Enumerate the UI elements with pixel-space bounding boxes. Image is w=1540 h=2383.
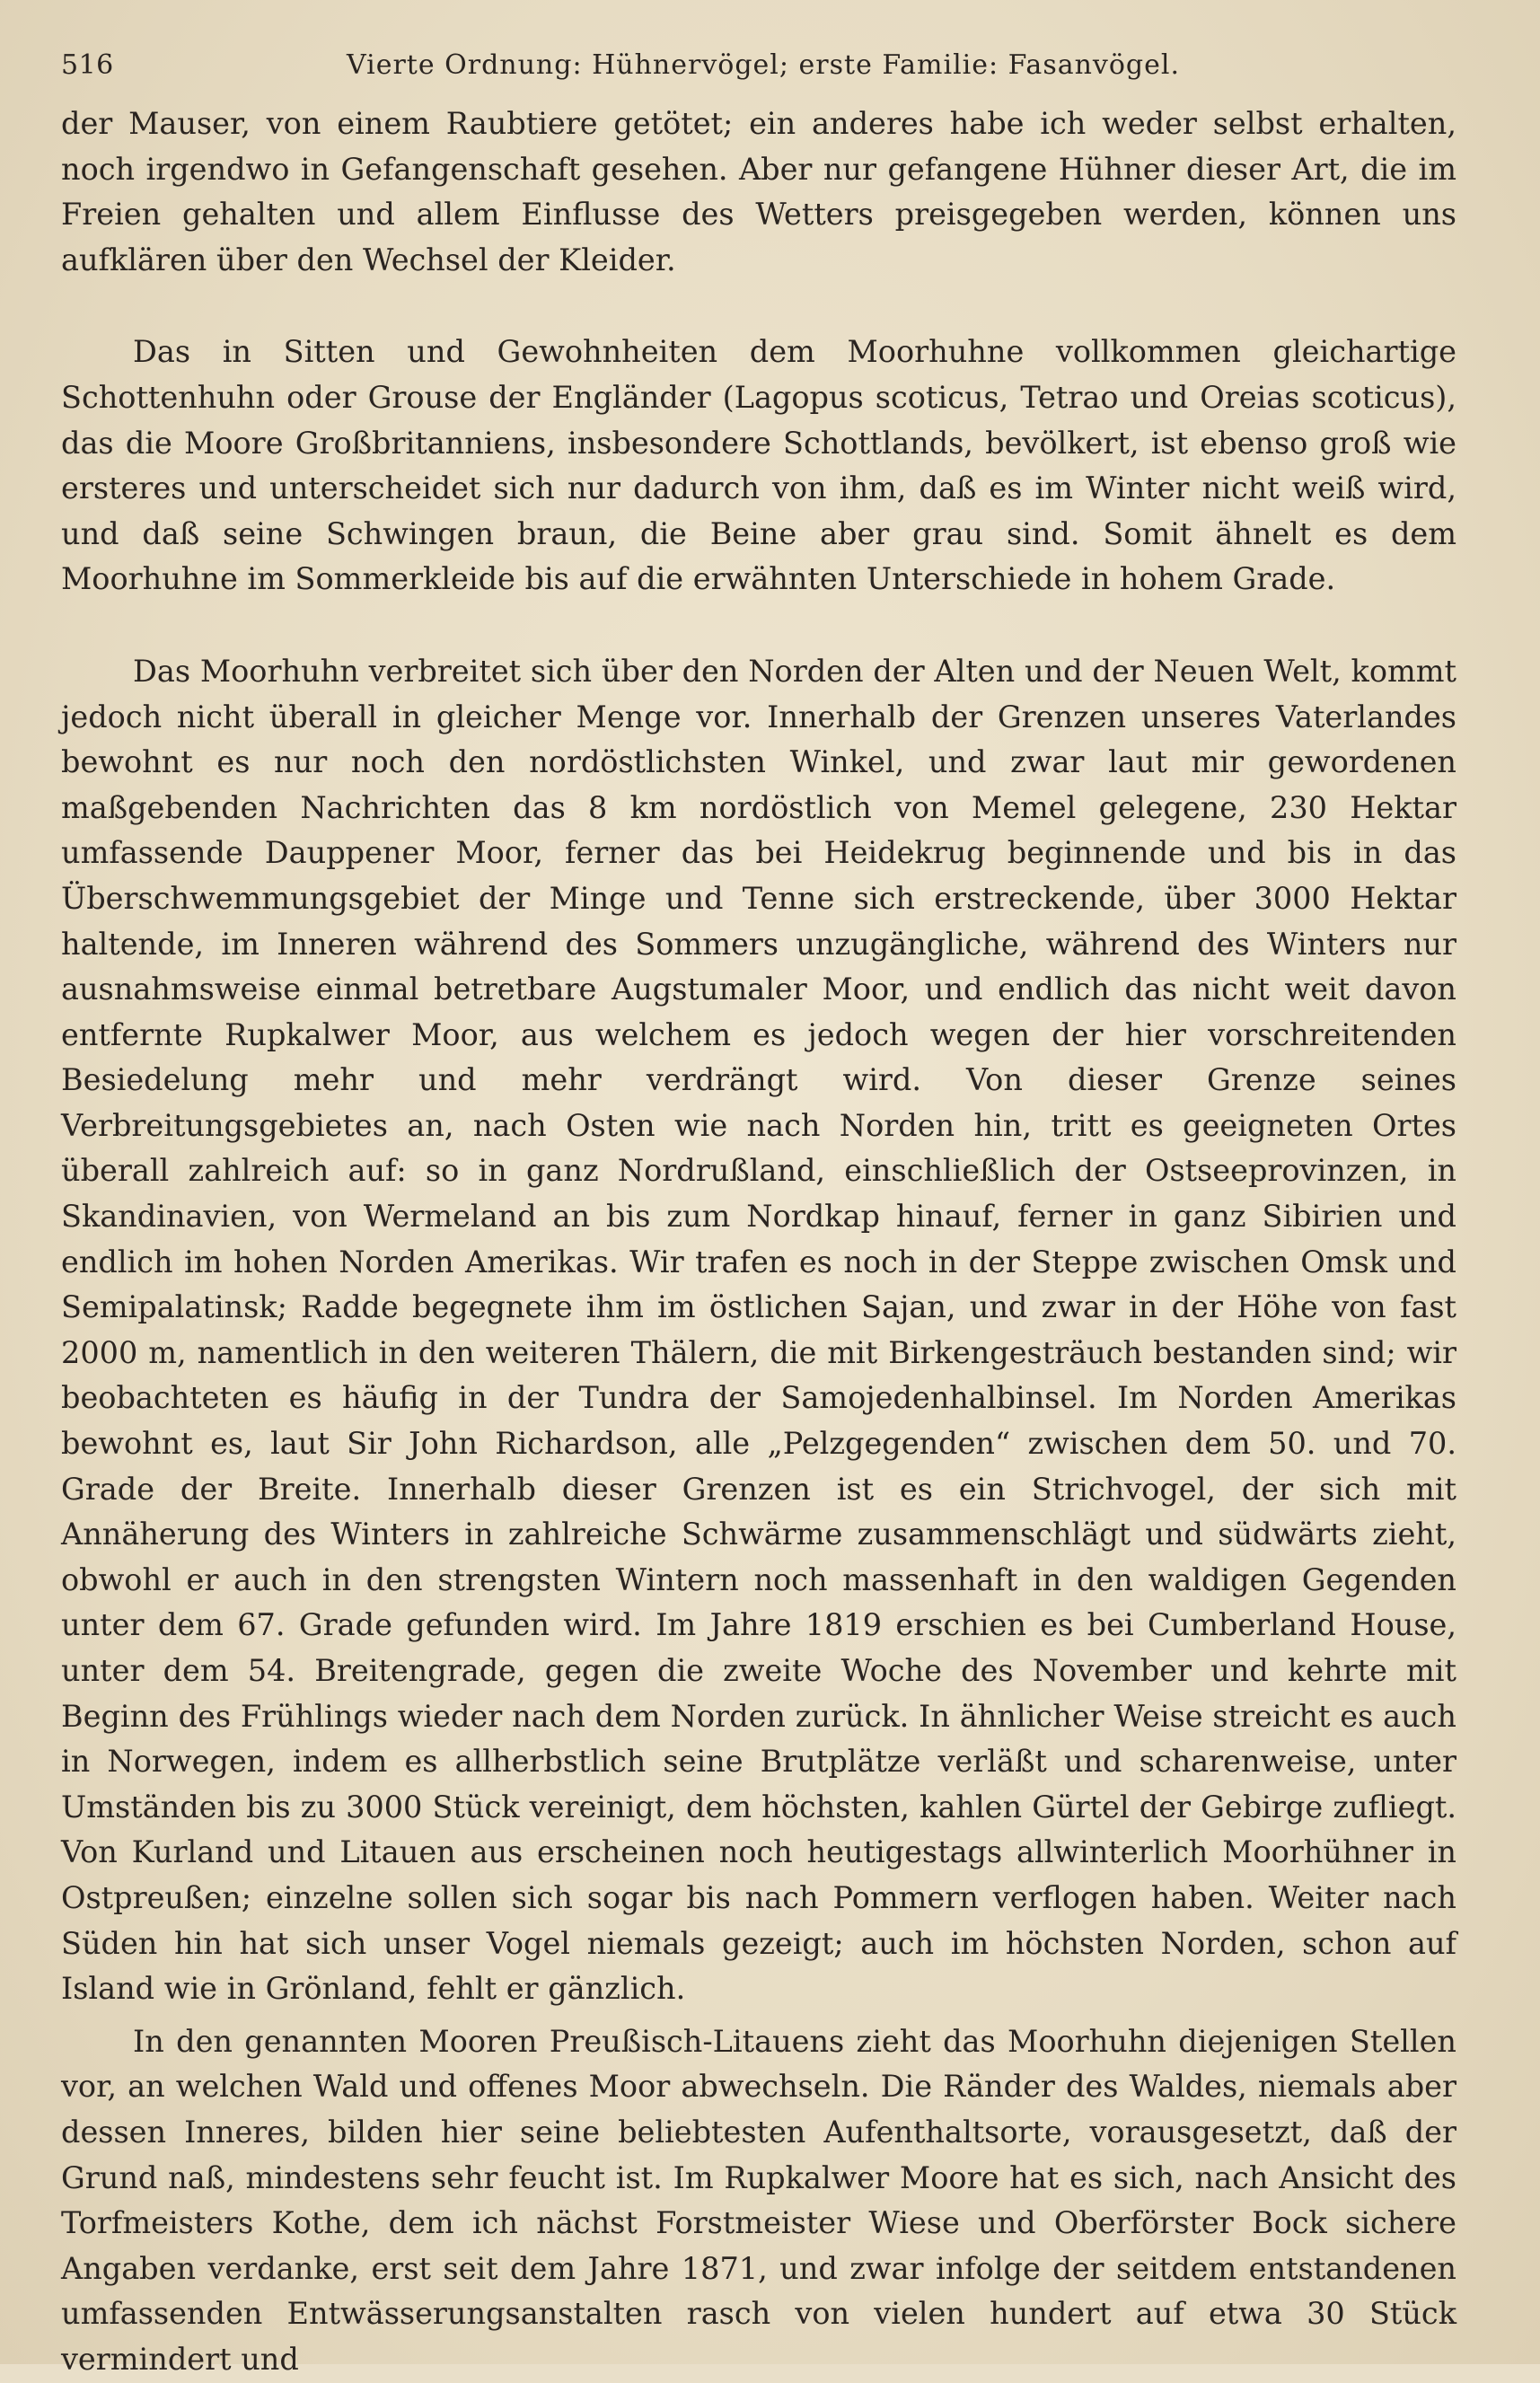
- paragraph-schottenhuhn: Das in Sitten und Gewohnheiten dem Moorhuhne vollkommen gleichartige Schottenhuhn oder Grouse der Engländer (Lagopus scoticus, Tetrao und Oreias scoticus), das die Moore Großbritanniens, insbesondere Schottlands, bevölkert, ist ebenso groß wie ersteres und unterscheidet sich nur dadurch von ihm, daß es im Winter nicht weiß wird, und daß seine Schwingen braun, die Beine aber grau sind. Somit ähnelt es dem Moorhuhne im Sommerkleide bis auf die erwähnten Unterschiede in hohem Grade.: [61, 334, 1456, 597]
- paragraph-verbreitung: Das Moorhuhn verbreitet sich über den Norden der Alten und der Neuen Welt, kommt jedoch nicht überall in gleicher Menge vor. Innerhalb der Grenzen unseres Vaterlandes bewohnt es nur noch den nordöstlichsten Winkel, und zwar laut mir gewordenen maßgebenden Nachrichten das 8 km nordöstlich von Memel gelegene, 230 Hektar umfassende Dauppener Moor, ferner das bei Heidekrug beginnende und bis in das Überschwemmungsgebiet der Minge und Tenne sich erstreckende, über 3000 Hektar haltende, im Inneren während des Sommers unzugängliche, während des Winters nur ausnahmsweise einmal betretbare Augstumaler Moor, und endlich das nicht weit davon entfernte Rupkalwer Moor, aus welchem es jedoch wegen der hier vorschreitenden Besiedelung mehr und mehr verdrängt wird. Von dieser Grenze seines Verbreitungsgebietes an, nach Osten wie nach Norden hin, tritt es geeigneten Ortes überall zahlreich auf: so in ganz Nordrußland, einschließlich der Ostseeprovinzen, in Skandinavien, von Wermeland an bis zum Nordkap hinauf, ferner in ganz Sibirien und endlich im hohen Norden Amerikas. Wir trafen es noch in der Steppe zwischen Omsk und Semipalatinsk; Radde begegnete ihm im östlichen Sajan, und zwar in der Höhe von fast 2000 m, namentlich in den weiteren Thälern, die mit Birkengesträuch bestanden sind; wir beobachteten es häufig in der Tundra der Samojedenhalbinsel. Im Norden Amerikas bewohnt es, laut Sir John Richardson, alle „Pelzgegenden“ zwischen dem 50. und 70. Grade der Breite. Innerhalb dieser Grenzen ist es ein Strichvogel, der sich mit Annäherung des Winters in zahlreiche Schwärme zusammenschlägt und südwärts zieht, obwohl er auch in den strengsten Wintern noch massenhaft in den waldigen Gegenden unter dem 67. Grade gefunden wird. Im Jahre 1819 erschien es bei Cumberland House, unter dem 54. Breitengrade, gegen die zweite Woche des November und kehrte mit Beginn des Frühlings wieder nach dem Norden zurück. In ähnlicher Weise streicht es auch in Norwegen, indem es allherbstlich seine Brutplätze verläßt und scharenweise, unter Umständen bis zu 3000 Stück vereinigt, dem höchsten, kahlen Gürtel der Gebirge zufliegt. Von Kurland und Litauen aus erscheinen noch heutigestags allwinterlich Moorhühner in Ostpreußen; einzelne sollen sich sogar bis nach Pommern verflogen haben. Weiter nach Süden hin hat sich unser Vogel niemals gezeigt; auch im höchsten Norden, schon auf Island wie in Grönland, fehlt er gänzlich.: [61, 653, 1456, 2007]
- running-head: [61, 49, 1456, 101]
- paragraph-continuation: der Mauser, von einem Raubtiere getötet; ein anderes habe ich weder selbst erhalten, noch irgendwo in Gefangenschaft gesehen. Aber nur gefangene Hühner dieser Art, die im Freien gehalten und allem Einflusse des Wetters preisgegeben werden, können uns aufklären über den Wechsel der Kleider.: [61, 106, 1456, 277]
- paragraph-gap: [61, 2012, 1456, 2019]
- paragraph-aufenthalt: In den genannten Mooren Preußisch-Litauens zieht das Moorhuhn diejenigen Stellen vor, an welchen Wald und offenes Moor abwechseln. Die Ränder des Waldes, niemals aber dessen Inneres, bilden hier seine beliebtesten Aufenthaltsorte, vorausgesetzt, daß der Grund naß, mindestens sehr feucht ist. Im Rupkalwer Moore hat es sich, nach Ansicht des Torfmeisters Kothe, dem ich nächst Forstmeister Wiese und Oberförster Bock sichere Angaben verdanke, erst seit dem Jahre 1871, und zwar infolge der seitdem entstandenen umfassenden Entwässerungsanstalten rasch von vielen hundert auf etwa 30 Stück vermindert und: [61, 2023, 1456, 2377]
- paragraph-gap: [61, 602, 1456, 649]
- page-number: 516: [61, 49, 114, 81]
- body-text: [61, 101, 1456, 2383]
- running-title: Vierte Ordnung: Hühnervögel; erste Familie: Fasanvögel.: [346, 49, 1181, 81]
- paragraph-gap: [61, 283, 1456, 330]
